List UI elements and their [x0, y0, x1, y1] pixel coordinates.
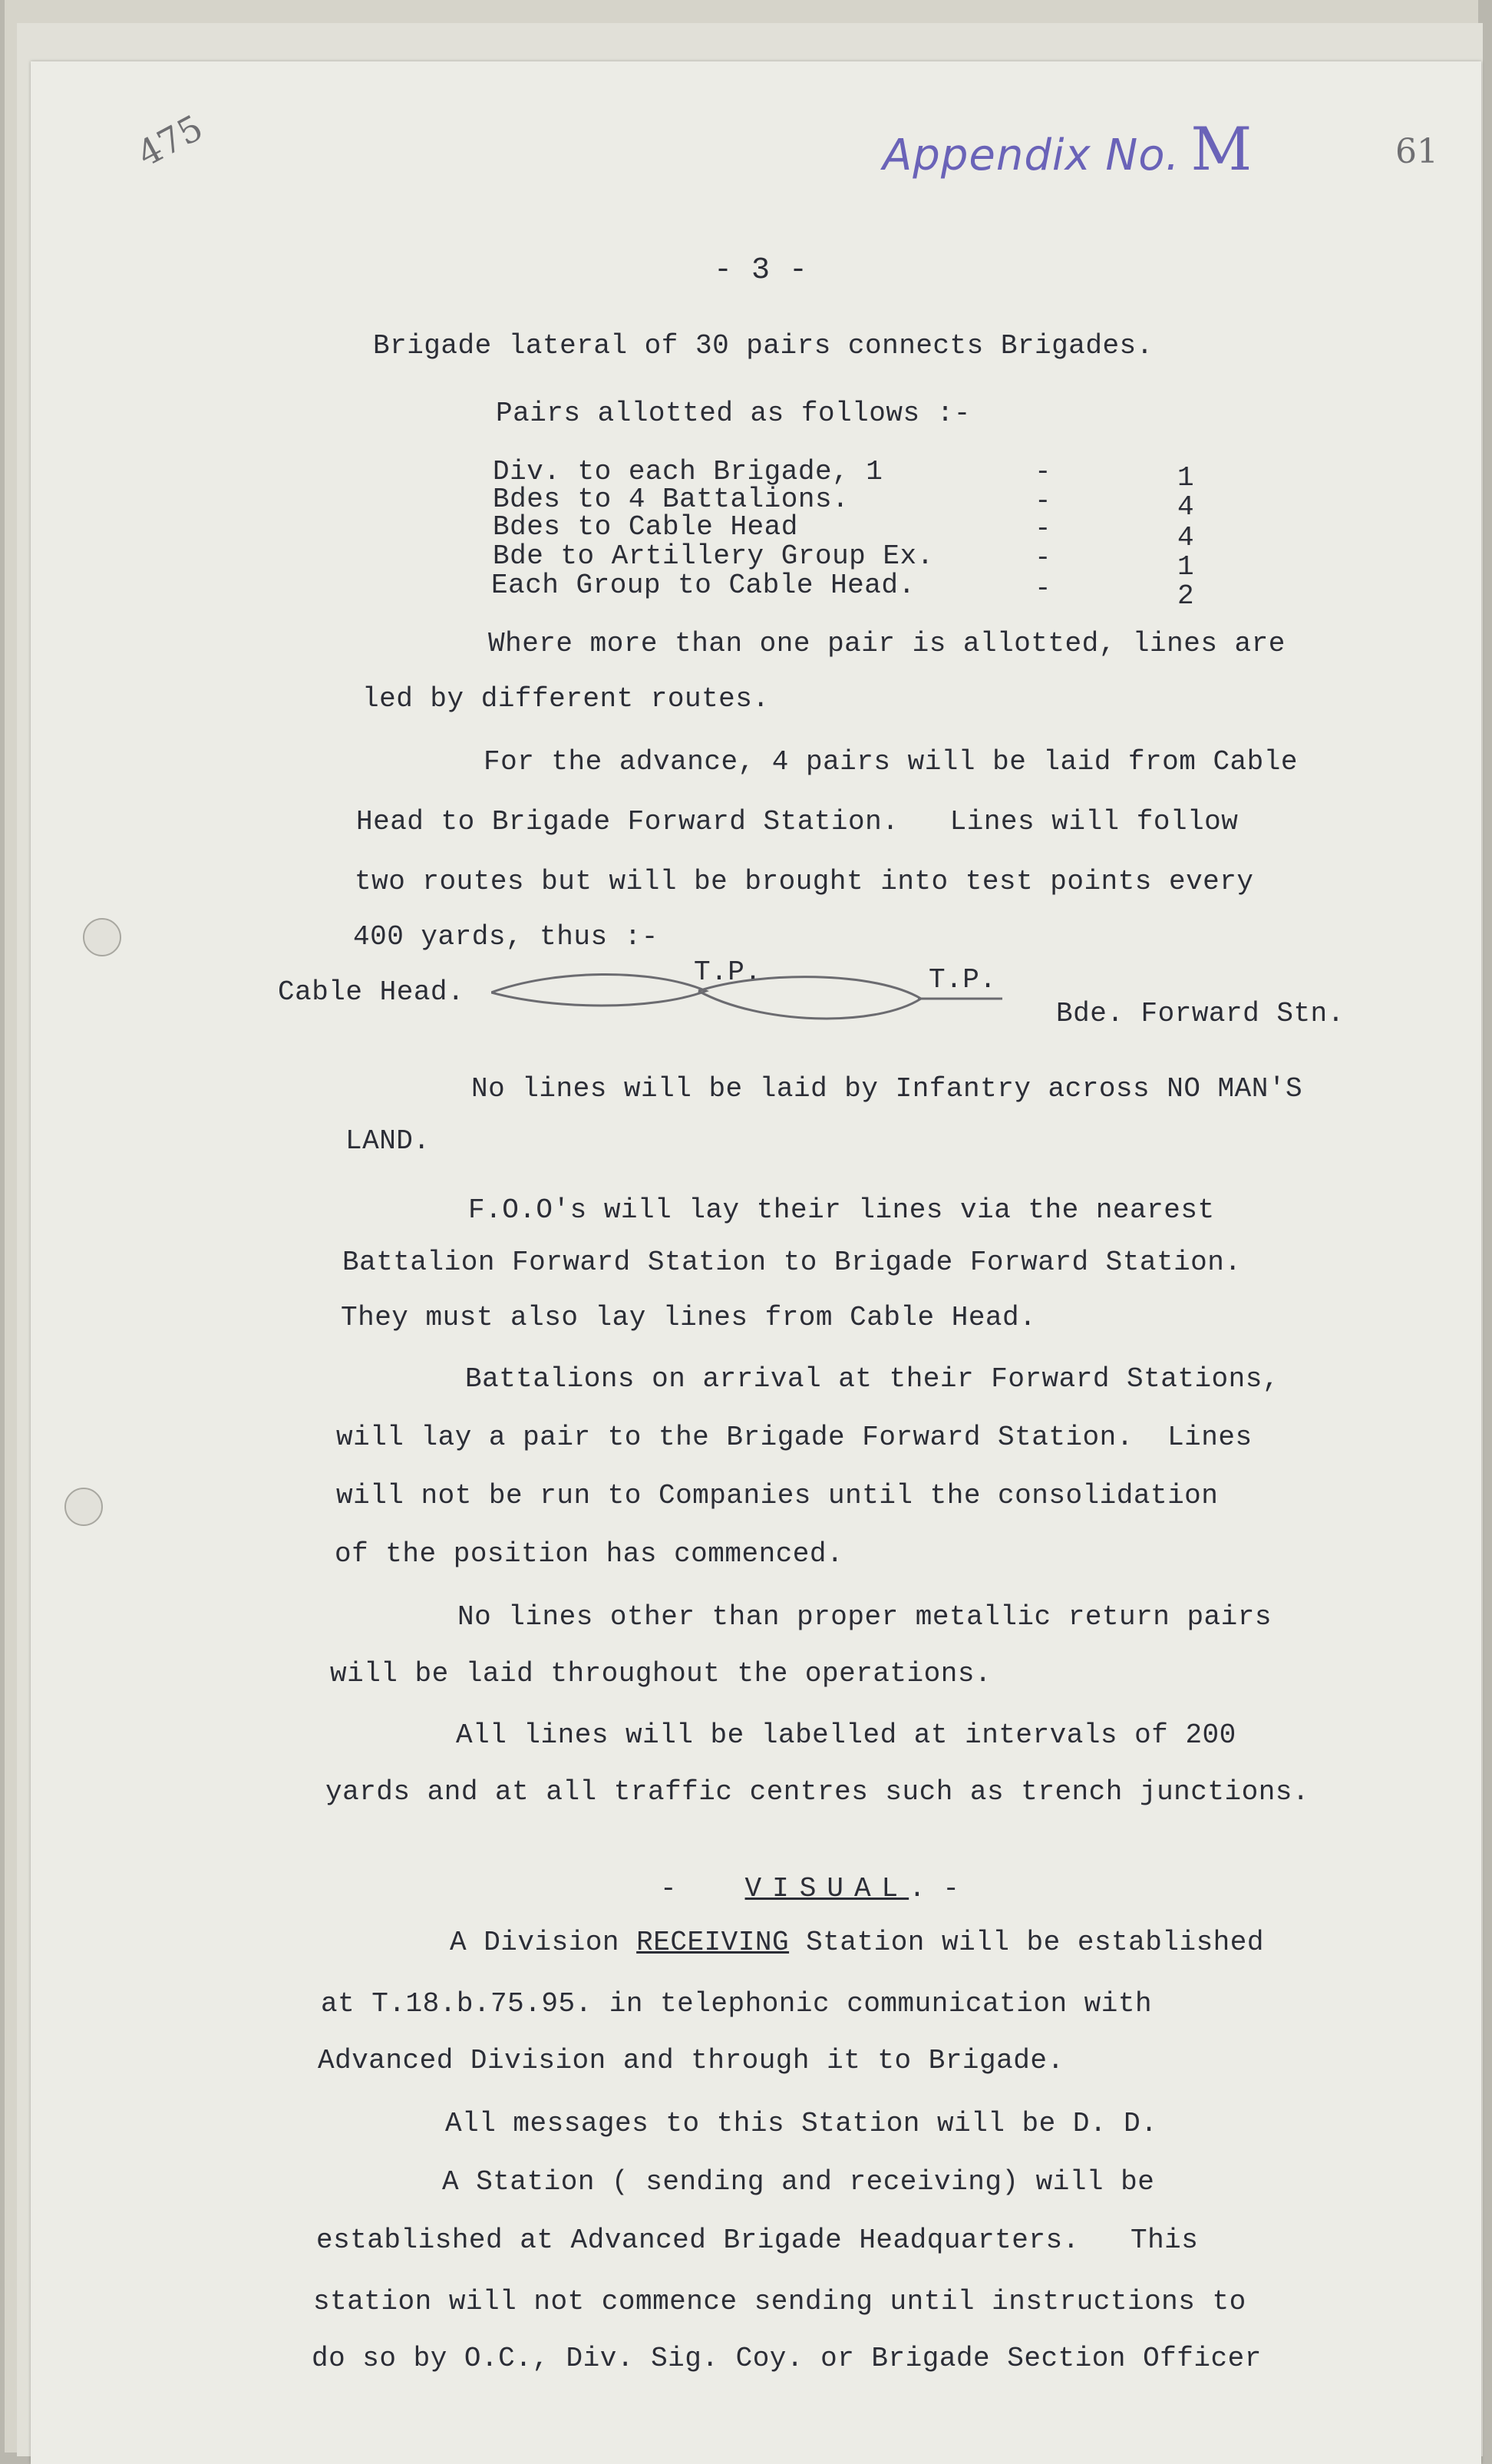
text-line: No lines other than proper metallic return pairs: [457, 1601, 1272, 1633]
allotment-dash: -: [1035, 573, 1052, 604]
text-line: All messages to this Station will be D. D.: [445, 2108, 1158, 2139]
heading-dash: -: [660, 1873, 678, 1904]
text-line: Head to Brigade Forward Station. Lines will follow: [356, 806, 1239, 837]
cable-route-drawing: [491, 963, 1013, 1032]
text-line: Battalion Forward Station to Brigade Forward Station.: [342, 1247, 1242, 1278]
heading-title: VISUAL: [744, 1873, 909, 1904]
text-line: All lines will be labelled at intervals of 200: [456, 1719, 1236, 1751]
text-line: F.O.O's will lay their lines via the nearest: [468, 1194, 1215, 1226]
diagram-label-tp: T.P.: [694, 956, 762, 988]
cable-loop-1: [491, 974, 706, 1006]
text-line: will not be run to Companies until the consolidation: [336, 1480, 1219, 1511]
text-line: Pairs allotted as follows :-: [496, 398, 971, 429]
text-line: A Station ( sending and receiving) will be: [442, 2166, 1155, 2198]
allotment-count: 4: [1177, 491, 1195, 523]
text-line: established at Advanced Brigade Headquarters. This: [316, 2225, 1199, 2256]
folio-number: 475: [130, 106, 210, 175]
allotment-label: Bdes to 4 Battalions.: [493, 484, 850, 515]
heading-dash: . -: [909, 1873, 960, 1904]
text-line: Brigade lateral of 30 pairs connects Brigades.: [373, 330, 1154, 362]
allotment-label: Bde to Artillery Group Ex.: [493, 540, 934, 572]
text-line: Where more than one pair is allotted, lines are: [488, 628, 1286, 659]
text-line: of the position has commenced.: [335, 1538, 844, 1570]
punch-hole-top: [83, 918, 121, 956]
cable-loop-2: [698, 977, 921, 1019]
text-line: station will not commence sending until instructions to: [313, 2286, 1246, 2317]
diagram-label-tp: T.P.: [929, 964, 997, 996]
text-line: do so by O.C., Div. Sig. Coy. or Brigade Section Officer: [312, 2343, 1262, 2374]
text-line: For the advance, 4 pairs will be laid from Cable: [484, 746, 1298, 778]
page-number: 61: [1395, 132, 1438, 171]
text-line: two routes but will be brought into test points every: [355, 866, 1254, 897]
text-line: Advanced Division and through it to Brigade.: [318, 2045, 1065, 2076]
text-line: They must also lay lines from Cable Head.: [341, 1302, 1037, 1333]
text-line: 400 yards, thus :-: [353, 921, 659, 953]
diagram-label-cable-head: Cable Head.: [278, 976, 465, 1008]
allotment-dash: -: [1035, 513, 1052, 544]
text-span: A Division: [450, 1927, 637, 1958]
allotment-dash: -: [1035, 542, 1052, 573]
allotment-label: Bdes to Cable Head: [493, 511, 798, 543]
text-line: [450, 1927, 1264, 1958]
allotment-dash: -: [1035, 456, 1052, 487]
diagram-label-bde-forward-stn: Bde. Forward Stn.: [1056, 998, 1345, 1029]
section-number: - 3 -: [714, 253, 808, 288]
allotment-count: 2: [1177, 580, 1195, 612]
allotment-label: Div. to each Brigade, 1: [493, 456, 883, 487]
appendix-stamp: [883, 115, 1253, 184]
text-line: LAND.: [345, 1125, 431, 1157]
text-line: No lines will be laid by Infantry across NO MAN'S: [471, 1073, 1303, 1105]
text-line: at T.18.b.75.95. in telephonic communication with: [321, 1988, 1153, 2020]
punch-hole-bottom: [64, 1488, 103, 1526]
text-line: led by different routes.: [362, 683, 770, 715]
appendix-letter: M: [1190, 115, 1253, 184]
text-span: Station will be established: [789, 1927, 1264, 1958]
text-line: will lay a pair to the Brigade Forward Station. Lines: [336, 1422, 1253, 1453]
allotment-label: Each Group to Cable Head.: [491, 570, 916, 601]
allotment-count: 1: [1177, 462, 1195, 494]
allotment-count: 1: [1177, 551, 1195, 583]
section-heading-visual: [660, 1873, 959, 1904]
text-line: will be laid throughout the operations.: [330, 1658, 992, 1689]
allotment-dash: -: [1035, 485, 1052, 517]
text-line: yards and at all traffic centres such as trench junctions.: [325, 1776, 1310, 1808]
text-line: Battalions on arrival at their Forward Stations,: [465, 1363, 1279, 1395]
receiving-underlined: RECEIVING: [636, 1927, 790, 1958]
allotment-count: 4: [1177, 522, 1195, 553]
appendix-label: Appendix No.: [883, 130, 1180, 180]
